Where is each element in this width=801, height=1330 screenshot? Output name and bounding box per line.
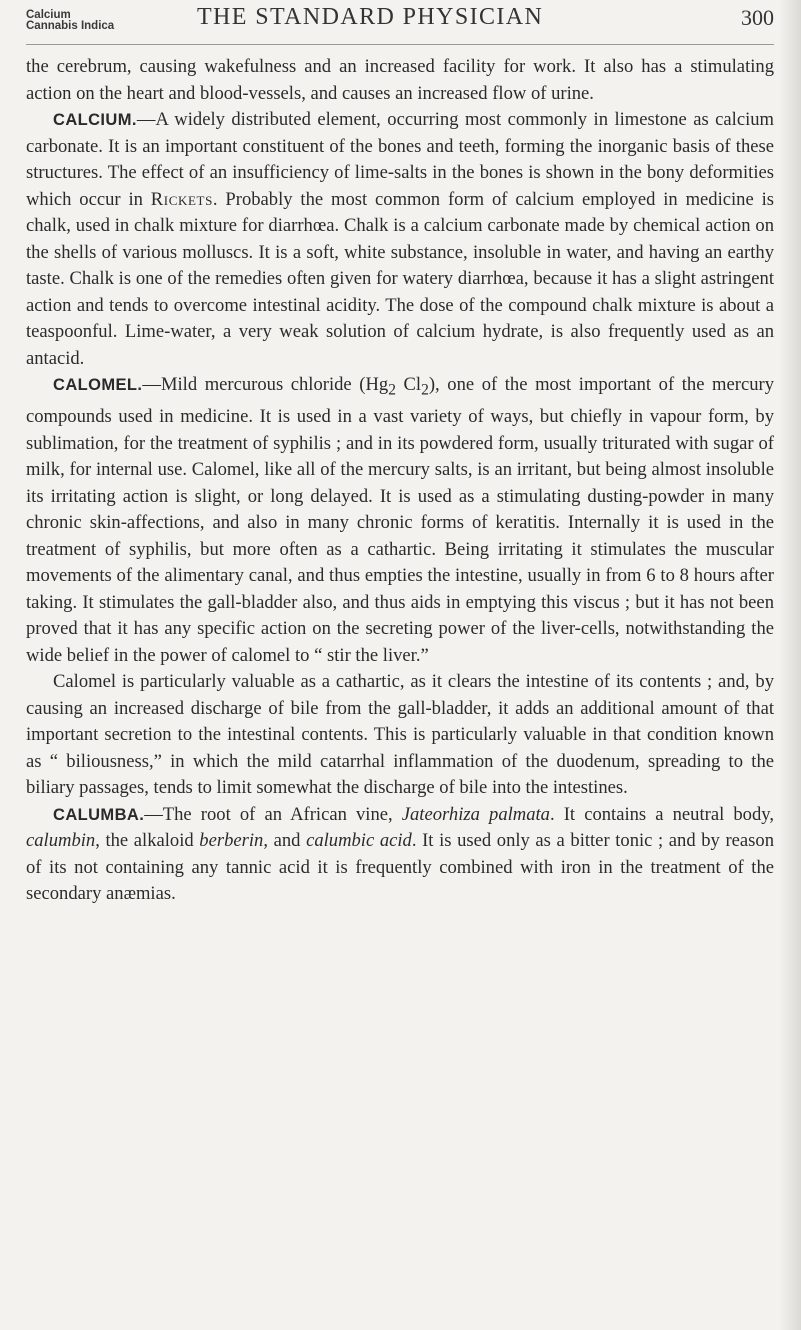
subscript: 2	[421, 381, 429, 399]
entry-text: , the alkaloid	[95, 830, 200, 852]
side-topics	[26, 10, 114, 32]
entry-text: Cl	[395, 374, 422, 395]
paragraph-calomel-cathartic	[26, 669, 774, 802]
header-rule	[26, 44, 774, 45]
paragraph-text: Calomel is particularly valuable as a cathartic, as it clears the intestine of its contents ; and, by causing an increased discharge of bile from the gall-bladder, it adds an additional amount of that important secretion to the intestinal contents. This is particularly valuable in that condition known as “ biliousness,” in which the mild catarrhal inflammation of the duodenum, spreading to the biliary passages, tends to limit somewhat the discharge of bile into the intestines.	[26, 671, 774, 799]
subscript: 2	[388, 381, 396, 399]
entry-text: —Mild mercurous chloride (Hg	[142, 374, 389, 395]
entry-text: , and	[263, 830, 307, 852]
latin-name: Jateorhiza palmata	[401, 803, 550, 825]
term-calumbic-acid: calumbic acid	[306, 830, 412, 852]
entry-calcium	[26, 107, 774, 372]
entry-text: —A widely distributed element, occurring most commonly in limestone as calcium carbonate. It is an important constituent of the bones and teeth, forming the inorganic basis of these structures. The effect of an insufficiency of lime-salts in the bones is shown in the bony deformities which occur in	[26, 109, 774, 210]
term-calumbin: calumbin	[26, 830, 96, 852]
entry-text: ), one of the most important of the mercury compounds used in medicine. It is used in a vast variety of ways, but chiefly in vapour form, by sublimation, for the treatment of syphilis ; and in its powdered form, usually triturated with sugar of milk, for internal use. Calomel, like all of the mercury salts, is an irritant, but being almost insoluble its irritating action is slight, or long delayed. It is used as a stimulating dusting-powder in many chronic skin-affections, and also in many chronic forms of keratitis. Internally it is used in the treatment of syphilis, but more often as a cathartic. Being irritating it stimulates the muscular movements of the alimentary canal, and thus empties the intestine, usually in from 6 to 8 hours after taking. It stimulates the gall-bladder also, and thus aids in emptying this viscus ; but it has not been proved that it has any specific action on the secreting power of the liver-cells, notwithstanding the wide belief in the power of calomel to “ stir the liver.”	[26, 374, 774, 666]
side-topic-cannabis-indica: Cannabis Indica	[26, 20, 115, 32]
entry-text: —The root of an African vine,	[144, 803, 402, 825]
term-berberin: berberin	[199, 830, 264, 852]
entry-text: . It is used only as a bitter tonic ; and by reason of its not containing any tannic acid it is frequently combined with iron in the treatment of the secondary anæmias.	[26, 830, 774, 905]
page-edge-shadow	[779, 0, 801, 1330]
entry-heading-calumba: CALUMBA.	[53, 805, 145, 824]
cross-reference-rickets: Rickets	[150, 188, 213, 210]
entry-calumba	[26, 802, 774, 908]
entry-calomel	[26, 372, 774, 669]
paragraph-cerebrum-continuation	[26, 54, 774, 107]
paragraph-text: the cerebrum, causing wakefulness and an increased facility for work. It also has a stimulating action on the heart and blood-vessels, and causes an increased flow of urine.	[26, 56, 774, 104]
entry-heading-calomel: CALOMEL.	[53, 376, 143, 394]
running-title: THE STANDARD PHYSICIAN	[197, 4, 544, 30]
side-topic-calcium: Calcium	[26, 9, 71, 21]
entry-text: . It contains a neutral body,	[549, 803, 774, 825]
body-text	[26, 54, 774, 908]
entry-heading-calcium: CALCIUM.	[53, 111, 137, 129]
page-number: 300	[741, 5, 774, 30]
page-header	[26, 4, 774, 48]
entry-text: . Probably the most common form of calcium employed in medicine is chalk, used in chalk mixture for diarrhœa. Chalk is a calcium carbonate made by chemical action on the shells of various molluscs. It is a soft, white substance, insoluble in water, and having an earthy taste. Chalk is one of the remedies often given for watery diarrhœa, because it has a slight astringent action and tends to overcome intestinal acidity. The dose of the compound chalk mixture is about a teaspoonful. Lime-water, a very weak solution of calcium hydrate, is also frequently used as an antacid.	[26, 188, 774, 369]
